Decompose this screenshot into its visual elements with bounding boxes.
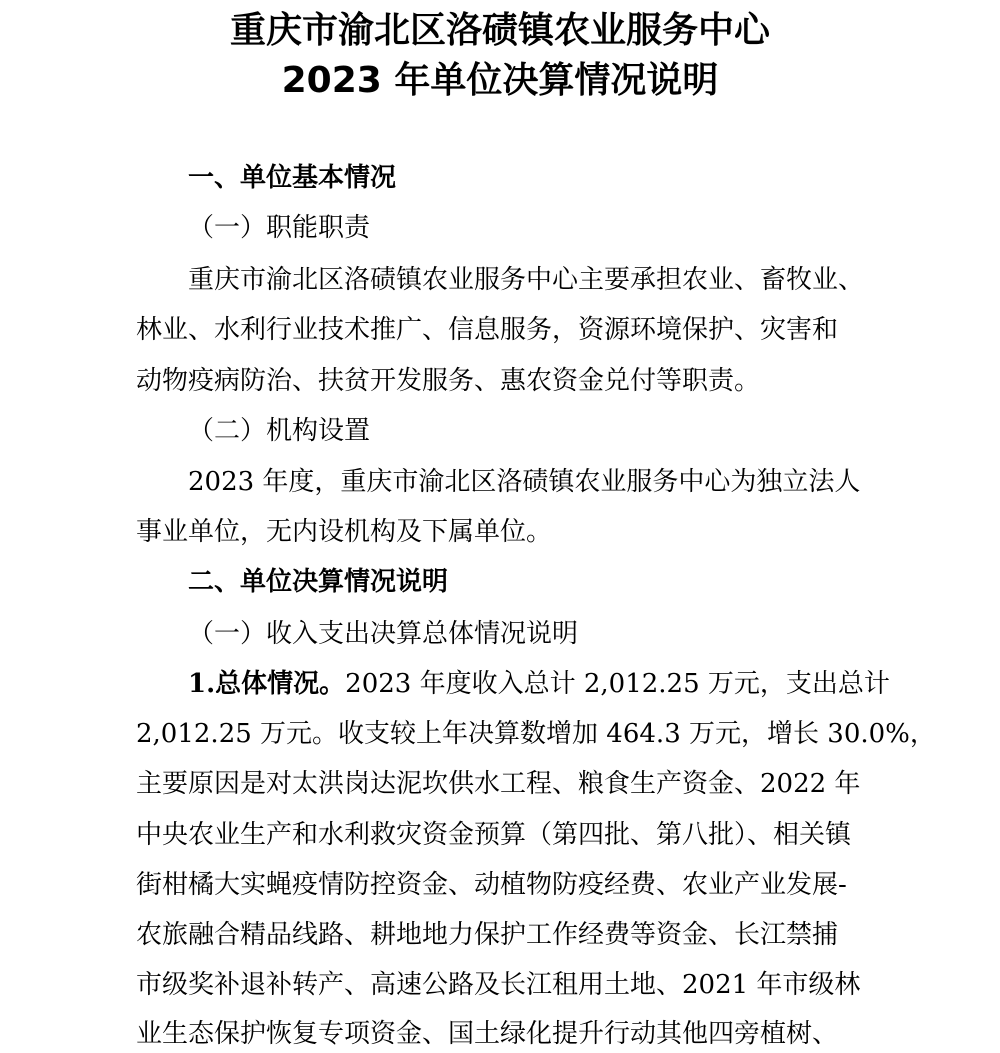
paragraph-3-lead: 1.总体情况。 — [188, 669, 346, 699]
paragraph-2-line-1: 2023 年度，重庆市渝北区洛碛镇农业服务中心为独立法人 — [188, 467, 861, 497]
paragraph-3-line-1 — [188, 667, 890, 701]
paragraph-3-line-8: 业生态保护恢复专项资金、国土绿化提升行动其他四旁植树、 — [136, 1019, 839, 1049]
paragraph-1-line-1: 重庆市渝北区洛碛镇农业服务中心主要承担农业、畜牧业、 — [188, 265, 865, 295]
subsection-3-heading: （一）收入支出决算总体情况说明 — [188, 619, 579, 649]
paragraph-3-line-4: 中央农业生产和水利救灾资金预算（第四批、第八批）、相关镇 — [136, 820, 852, 850]
paragraph-3-line-5: 街柑橘大实蝇疫情防控资金、动植物防疫经费、农业产业发展- — [136, 870, 847, 900]
subsection-1-heading: （一）职能职责 — [188, 213, 371, 243]
section-1-heading: 一、单位基本情况 — [188, 163, 397, 193]
paragraph-3-line-6: 农旅融合精品线路、耕地地力保护工作经费等资金、长江禁捕 — [136, 920, 839, 950]
doc-title-line-2: 2023 年单位决算情况说明 — [281, 60, 719, 101]
paragraph-1-line-2: 林业、水利行业技术推广、信息服务，资源环境保护、灾害和 — [136, 315, 839, 345]
paragraph-3-line-2: 2,012.25 万元。收支较上年决算数增加 464.3 万元，增长 30.0%， — [136, 719, 936, 749]
doc-title-line-1: 重庆市渝北区洛碛镇农业服务中心 — [229, 10, 770, 51]
subsection-2-heading: （二）机构设置 — [188, 416, 371, 446]
paragraph-1-line-3: 动物疫病防治、扶贫开发服务、惠农资金兑付等职责。 — [136, 366, 761, 396]
paragraph-3-line-7: 市级奖补退补转产、高速公路及长江租用土地、2021 年市级林 — [136, 970, 861, 1000]
paragraph-3-line-1-text: 2023 年度收入总计 2,012.25 万元，支出总计 — [345, 669, 890, 699]
section-2-heading: 二、单位决算情况说明 — [188, 567, 449, 597]
paragraph-3-line-3: 主要原因是对太洪岗达泥坎供水工程、粮食生产资金、2022 年 — [136, 769, 861, 799]
paragraph-2-line-2: 事业单位，无内设机构及下属单位。 — [136, 517, 553, 547]
